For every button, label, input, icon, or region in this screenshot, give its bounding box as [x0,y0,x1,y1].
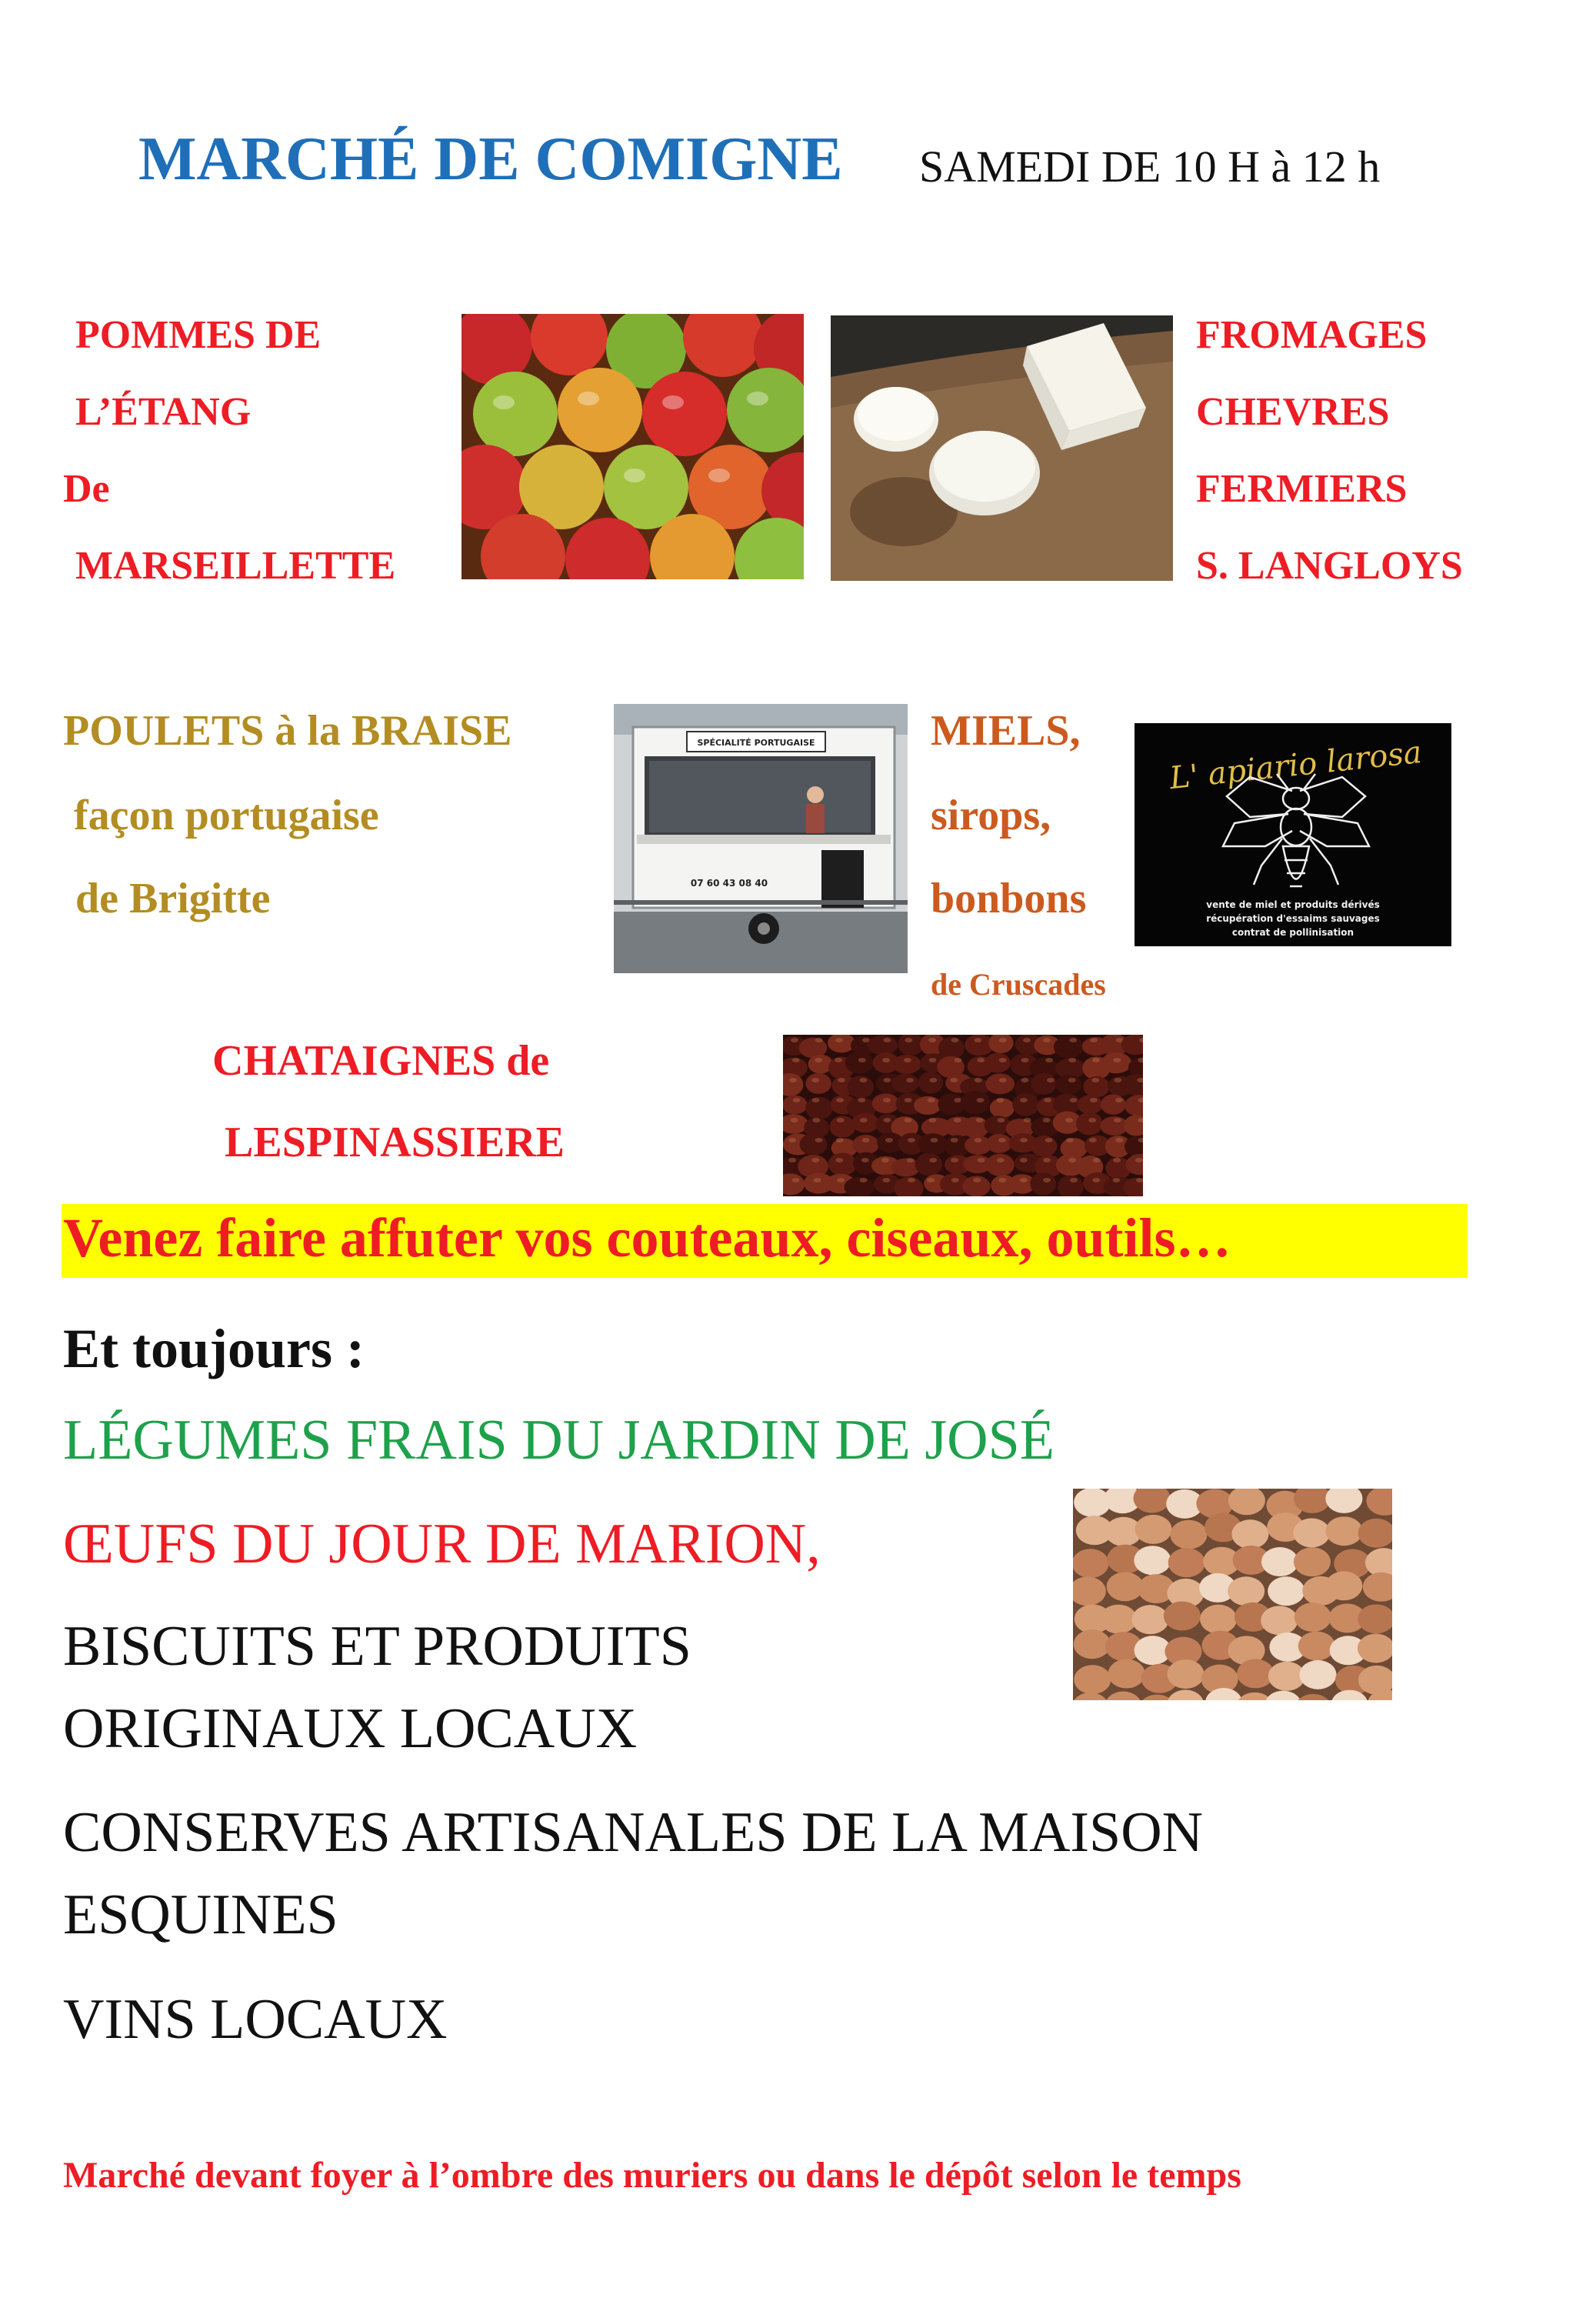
chestnut-highlight [838,1078,845,1082]
chestnut-shape [1078,1095,1103,1114]
chestnut-highlight [1114,1078,1121,1082]
egg-shape [1135,1515,1172,1544]
chestnut-highlight [858,1058,866,1062]
egg-shape [1261,1547,1298,1576]
egg-shape [1132,1605,1169,1634]
chestnut-shape [918,1133,947,1156]
egg-shape [1164,1601,1201,1630]
chestnut-highlight [811,1078,819,1082]
apiario-tagline-2: récupération d'essaims sauvages [1206,913,1380,924]
chestnut-highlight [1069,1038,1077,1042]
cheese-line-3: FERMIERS [1196,467,1408,511]
chestnut-shape [1030,1172,1056,1196]
egg-shape [1300,1660,1337,1689]
chestnut-highlight [791,1038,798,1042]
chestnut-highlight [882,1058,890,1062]
chestnut-highlight [793,1098,801,1102]
chestnut-highlight [1113,1058,1121,1062]
item-biscuits-1: BISCUITS ET PRODUITS [63,1615,691,1678]
chestnut-highlight [860,1118,868,1122]
egg-shape [1261,1606,1298,1635]
chestnut-highlight [977,1058,985,1062]
chestnut-highlight [950,1078,958,1082]
egg-shape [1200,1605,1237,1634]
chestnut-highlight [928,1098,935,1102]
chestnut-highlight [951,1038,958,1042]
chestnut-highlight [908,1178,915,1182]
food-truck-photo [614,704,908,973]
chestnut-shape [1101,1052,1131,1073]
cheese-line-2: CHEVRES [1196,390,1390,434]
chestnut-highlight [1020,1178,1028,1182]
chestnut-highlight [1070,1098,1078,1102]
chestnut-highlight [837,1118,845,1122]
egg-shape [1293,1518,1330,1547]
chestnut-shape [914,1096,941,1115]
cheese-icon [831,315,1173,581]
eggs-icon [1073,1489,1392,1700]
chestnut-highlight [1092,1058,1100,1062]
egg-shape [1294,1547,1331,1576]
chestnut-shape [891,1074,919,1094]
honey-line-4: de Cruscades [931,967,1106,1002]
chestnuts-line-1: CHATAIGNES de [212,1037,550,1085]
chestnut-highlight [1093,1158,1101,1162]
chestnut-highlight [1089,1138,1097,1142]
chestnut-highlight [929,1078,937,1082]
egg-shape [1294,1603,1331,1632]
chestnut-highlight [881,1158,889,1162]
chicken-line-1: POULETS à la BRAISE [63,707,512,755]
chestnut-shape [986,1154,1015,1176]
chestnut-highlight [812,1098,820,1102]
egg-shape [1228,1576,1264,1606]
apples-photo [461,314,804,579]
chestnut-shape [1012,1093,1038,1116]
chestnut-shape [872,1093,900,1113]
chestnut-highlight [1021,1058,1029,1062]
egg-shape [1325,1516,1362,1546]
item-conserves-1: CONSERVES ARTISANALES DE LA MAISON [63,1801,1204,1864]
apiario-tagline-3: contrat de pollinisation [1231,927,1354,938]
apples-icon [461,314,804,579]
chestnut-shape [1054,1036,1084,1059]
egg-shape [1134,1546,1171,1575]
chestnut-highlight [837,1178,845,1182]
chestnut-highlight [928,1118,936,1122]
chestnut-highlight [996,1098,1004,1102]
chestnut-highlight [1113,1158,1121,1162]
footer-note: Marché devant foyer à l’ombre des muriers ou dans le dépôt selon le temps [63,2155,1241,2196]
chestnut-highlight [1114,1118,1121,1122]
chestnut-highlight [1047,1078,1055,1082]
chestnut-highlight [789,1078,797,1082]
chestnut-highlight [1135,1158,1143,1162]
chestnut-highlight [975,1138,982,1142]
chestnut-highlight [930,1138,938,1142]
chestnut-highlight [951,1138,958,1142]
chestnut-shape [1031,1073,1056,1095]
chestnut-highlight [1045,1058,1053,1062]
chestnut-highlight [997,1158,1005,1162]
honey-line-3: bonbons [931,875,1087,922]
chestnut-highlight [1043,1158,1051,1162]
chestnut-highlight [997,1118,1005,1122]
chestnut-highlight [973,1178,981,1182]
chestnut-highlight [978,1158,985,1162]
chestnut-shape [851,1113,878,1133]
chestnut-highlight [814,1178,821,1182]
chestnut-highlight [905,1038,912,1042]
chestnut-highlight [929,1158,937,1162]
chestnut-highlight [999,1078,1007,1082]
chestnut-shape [845,1052,873,1074]
cheese-line-4: S. LANGLOYS [1196,544,1463,588]
chestnut-shape [1055,1075,1082,1094]
chestnut-shape [986,1134,1011,1153]
chestnuts-photo [783,1035,1143,1196]
chestnut-highlight [791,1118,798,1122]
chestnut-shape [961,1091,991,1114]
chicken-line-3: de Brigitte [75,875,271,922]
chestnut-highlight [788,1138,796,1142]
chestnut-shape [800,1133,828,1156]
chestnut-highlight [860,1178,868,1182]
egg-shape [1298,1631,1335,1660]
chestnut-highlight [1068,1078,1076,1082]
chestnut-highlight [811,1158,819,1162]
chestnut-highlight [1090,1098,1098,1102]
item-legumes: LÉGUMES FRAIS DU JARDIN DE JOSÉ [63,1409,1055,1472]
truck-phone-text: 07 60 43 08 40 [690,878,768,889]
chestnut-highlight [928,1058,936,1062]
egg-shape [1237,1659,1274,1688]
egg-shape [1325,1571,1362,1600]
chestnut-highlight [1115,1138,1123,1142]
chestnut-highlight [788,1158,796,1162]
egg-shape [1170,1520,1207,1549]
cheese-line-1: FROMAGES [1196,313,1428,357]
chestnut-highlight [977,1098,985,1102]
always-heading: Et toujours : [63,1318,365,1379]
chestnut-highlight [1020,1138,1028,1142]
chestnut-highlight [815,1138,823,1142]
chestnut-highlight [1088,1118,1096,1122]
chestnut-shape [892,1055,921,1074]
chestnut-highlight [951,1178,959,1182]
chestnut-shape [915,1153,942,1176]
chestnut-highlight [951,1158,958,1162]
apiario-name: L' apiario larosa [1168,734,1424,797]
chestnut-highlight [999,1058,1007,1062]
promo-text: Venez faire affuter vos couteaux, ciseaux, outils… [63,1207,1231,1269]
chestnut-highlight [905,1098,912,1102]
chestnut-highlight [815,1038,823,1042]
chestnut-highlight [1043,1038,1051,1042]
chestnuts-line-2: LESPINASSIERE [225,1119,565,1166]
chestnut-highlight [904,1058,911,1062]
item-biscuits-2: ORIGINAUX LOCAUX [63,1697,638,1760]
item-oeufs: ŒUFS DU JOUR DE MARION, [63,1513,821,1576]
chestnut-highlight [998,1178,1006,1182]
chestnut-highlight [858,1098,865,1102]
item-vins: VINS LOCAUX [63,1988,448,2051]
egg-shape [1107,1572,1144,1601]
honey-line-2: sirops, [931,792,1051,839]
bee-logo [1135,723,1451,946]
chestnut-highlight [835,1158,843,1162]
egg-shape [1167,1659,1204,1689]
food-truck-icon [614,704,908,973]
chestnut-highlight [1020,1158,1028,1162]
chestnut-shape [1031,1136,1058,1156]
chestnut-highlight [1045,1138,1053,1142]
chestnut-highlight [862,1138,870,1142]
apiario-tagline-1: vente de miel et produits dérivés [1206,899,1380,910]
eggs-photo [1073,1489,1392,1700]
apples-line-3: De [63,467,110,511]
egg-shape [1168,1548,1205,1577]
chestnut-shape [1076,1112,1102,1135]
chestnut-shape [828,1152,857,1176]
apples-line-2: L’ÉTANG [75,390,252,434]
apples-line-1: POMMES DE [75,313,322,357]
chestnut-highlight [1068,1058,1076,1062]
chestnut-highlight [1044,1098,1051,1102]
item-conserves-2: ESQUINES [63,1883,338,1946]
chestnut-highlight [885,1138,893,1142]
chestnut-highlight [1112,1178,1120,1182]
chestnut-highlight [1043,1118,1051,1122]
chestnut-highlight [835,1058,842,1062]
egg-shape [1108,1659,1145,1689]
chestnut-shape [1101,1094,1126,1114]
chestnut-highlight [976,1118,984,1122]
apples-line-4: MARSEILLETTE [75,544,396,588]
chestnut-shape [852,1135,879,1154]
chestnut-highlight [1023,1038,1031,1042]
chestnut-highlight [905,1118,912,1122]
chestnut-highlight [883,1118,891,1122]
chestnut-highlight [927,1178,935,1182]
chestnut-highlight [954,1118,961,1122]
chestnut-highlight [1115,1098,1123,1102]
chestnut-shape [868,1036,898,1055]
chestnut-highlight [974,1038,981,1042]
chestnut-highlight [1090,1038,1098,1042]
honey-line-1: MIELS, [931,707,1081,755]
chestnut-highlight [975,1078,982,1082]
chestnut-highlight [1024,1118,1031,1122]
chestnut-highlight [1070,1178,1078,1182]
chestnut-highlight [835,1038,843,1042]
chestnut-shape [985,1073,1015,1094]
chestnut-highlight [882,1178,890,1182]
chestnut-highlight [1043,1178,1051,1182]
egg-shape [1073,1549,1109,1578]
chestnut-highlight [1066,1138,1074,1142]
chestnut-highlight [883,1078,891,1082]
chestnut-highlight [1068,1158,1076,1162]
chestnut-highlight [998,1138,1006,1142]
egg-shape [1100,1605,1137,1634]
chestnut-highlight [1092,1178,1100,1182]
chestnut-highlight [1091,1078,1099,1082]
chestnut-highlight [883,1038,891,1042]
chestnut-shape [985,1053,1010,1073]
truck-banner-text: SPÉCIALITÉ PORTUGAISE [697,738,815,748]
egg-shape [1231,1519,1268,1549]
chestnut-highlight [791,1178,799,1182]
chestnut-highlight [859,1078,867,1082]
chestnut-highlight [999,1038,1007,1042]
egg-shape [1074,1629,1111,1659]
market-hours: SAMEDI DE 10 H à 12 h [919,142,1381,192]
chestnut-highlight [1065,1118,1073,1122]
chestnut-shape [805,1073,831,1094]
page-title: MARCHÉ DE COMIGNE [138,125,843,193]
chestnuts-icon [783,1035,1143,1196]
egg-shape [1268,1576,1304,1606]
chestnut-highlight [1020,1098,1028,1102]
goat-cheese-photo [831,315,1173,581]
chestnut-highlight [907,1158,915,1162]
chestnut-shape [918,1072,943,1093]
chestnut-highlight [928,1038,936,1042]
chestnut-highlight [1021,1078,1028,1082]
chestnut-highlight [883,1098,891,1102]
chestnut-highlight [908,1138,915,1142]
chestnut-highlight [861,1158,869,1162]
egg-shape [1074,1665,1111,1694]
chestnut-highlight [906,1078,914,1082]
chestnut-highlight [836,1138,844,1142]
chicken-line-2: façon portugaise [74,792,379,839]
chestnut-highlight [812,1118,820,1122]
chestnut-highlight [955,1058,962,1062]
chestnut-highlight [792,1058,800,1062]
chestnut-highlight [815,1058,822,1062]
chestnut-highlight [836,1098,844,1102]
bee-icon [1135,723,1451,946]
